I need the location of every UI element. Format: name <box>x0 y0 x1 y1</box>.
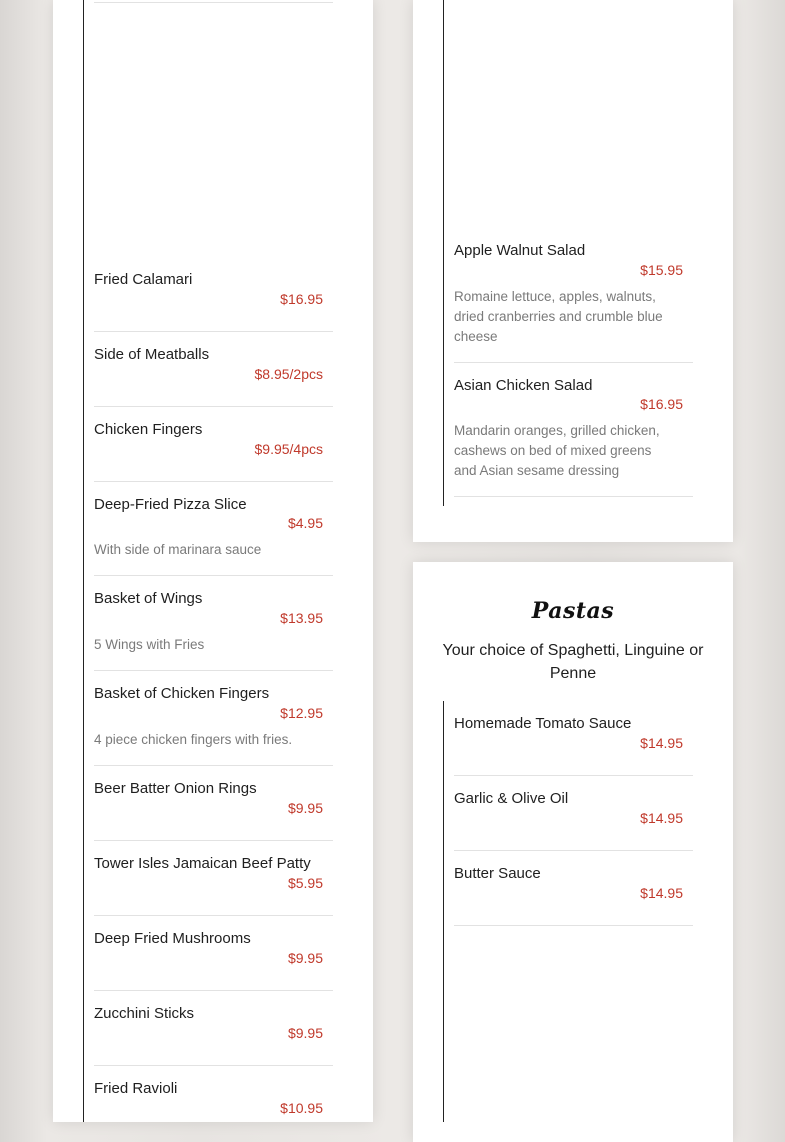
item-separator <box>94 765 333 766</box>
item-name: Zucchini Sticks <box>94 1005 195 1022</box>
item-price: $9.95 <box>287 950 323 966</box>
item-name: Chicken Fingers <box>94 421 203 438</box>
item-price: $16.95 <box>640 396 683 412</box>
item-price: $13.95 <box>280 610 323 626</box>
item-name: Butter Sauce <box>454 865 541 882</box>
salads-divider-line <box>443 0 444 506</box>
item-price: $9.95/4pcs <box>254 441 323 457</box>
item-separator <box>94 481 333 482</box>
item-separator <box>94 331 333 332</box>
item-price: $8.95/2pcs <box>254 366 323 382</box>
item-name: Apple Walnut Salad <box>454 242 586 259</box>
item-separator <box>94 670 333 671</box>
item-name: Beer Batter Onion Rings <box>94 780 257 797</box>
item-description: Mandarin oranges, grilled chicken, cashews on bed of mixed greens and Asian sesame dressing <box>454 423 660 478</box>
item-separator <box>454 775 693 776</box>
appetizers-card <box>53 0 373 1122</box>
item-separator <box>94 406 333 407</box>
item-price: $9.95 <box>287 1025 323 1041</box>
item-separator <box>94 840 333 841</box>
item-name: Garlic & Olive Oil <box>454 790 569 807</box>
item-separator <box>454 362 693 363</box>
item-description: 5 Wings with Fries <box>94 637 205 652</box>
item-price: $14.95 <box>640 885 683 901</box>
pastas-card <box>413 562 733 1142</box>
item-separator <box>454 850 693 851</box>
item-name: Fried Calamari <box>94 271 193 288</box>
item-name: Side of Meatballs <box>94 346 210 363</box>
item-price: $16.95 <box>280 291 323 307</box>
item-separator <box>94 575 333 576</box>
item-name: Basket of Wings <box>94 590 203 607</box>
item-name: Tower Isles Jamaican Beef Patty <box>94 855 311 872</box>
item-price: $14.95 <box>640 810 683 826</box>
item-separator <box>94 990 333 991</box>
item-price: $12.95 <box>280 705 323 721</box>
section-title: Pastas <box>531 598 615 624</box>
appetizers-divider-line <box>83 0 84 1122</box>
item-separator <box>94 915 333 916</box>
item-separator <box>454 496 693 497</box>
item-price: $10.95 <box>280 1100 323 1116</box>
item-price: $9.95 <box>287 800 323 816</box>
appetizers-top-separator <box>94 2 333 3</box>
item-price: $14.95 <box>640 735 683 751</box>
item-price: $5.95 <box>287 875 323 891</box>
item-name: Homemade Tomato Sauce <box>454 715 632 732</box>
pastas-divider-line <box>443 701 444 1122</box>
item-separator <box>94 1065 333 1066</box>
section-subtitle: Your choice of Spaghetti, Linguine or Penne <box>442 642 704 682</box>
item-description: Romaine lettuce, apples, walnuts, dried cranberries and crumble blue cheese <box>454 289 663 344</box>
item-price: $4.95 <box>287 515 323 531</box>
item-description: 4 piece chicken fingers with fries. <box>94 732 293 747</box>
item-name: Deep-Fried Pizza Slice <box>94 496 247 513</box>
item-name: Asian Chicken Salad <box>454 377 593 394</box>
item-name: Fried Ravioli <box>94 1080 178 1097</box>
item-description: With side of marinara sauce <box>94 542 262 557</box>
item-name: Deep Fried Mushrooms <box>94 930 251 947</box>
item-name: Basket of Chicken Fingers <box>94 685 270 702</box>
item-price: $15.95 <box>640 262 683 278</box>
item-separator <box>454 925 693 926</box>
